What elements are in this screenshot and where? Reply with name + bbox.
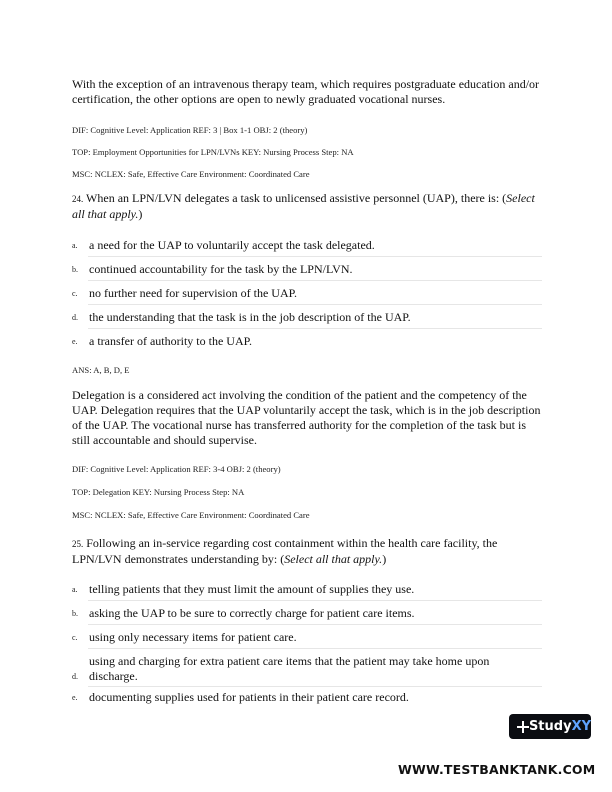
option-letter: e. (72, 337, 78, 346)
option-text: telling patients that they must limit the amount of supplies they use. (89, 582, 415, 596)
option-text: documenting supplies used for patients in their patient care record. (89, 690, 409, 704)
answer-line-24: ANS: A, B, D, E (72, 365, 130, 375)
top-line-2: TOP: Delegation KEY: Nursing Process Step: NA (72, 487, 245, 497)
divider (88, 280, 542, 281)
option-letter: d. (72, 672, 78, 681)
question-25-close: ) (382, 552, 387, 566)
question-25-number: 25. (72, 539, 84, 549)
question-24-close: ) (138, 207, 143, 221)
divider (88, 256, 542, 257)
rationale-24: Delegation is a considered act involving the condition of the patient and the competency of the UAP. Delegation requires that the UAP voluntarily accept the task, which is in the job description of the UAP. The vocational nurse has transferred authority for the completion of the task but is still accountable and should supervise. (72, 388, 541, 447)
question-25-stem (72, 536, 542, 567)
top-line-1: TOP: Employment Opportunities for LPN/LVNs KEY: Nursing Process Step: NA (72, 147, 354, 157)
divider (88, 304, 542, 305)
option-text: a need for the UAP to voluntarily accept the task delegated. (89, 238, 375, 252)
option-letter: b. (72, 609, 78, 618)
option-text: a transfer of authority to the UAP. (89, 334, 252, 348)
dif-line-1: DIF: Cognitive Level: Application REF: 3 | Box 1-1 OBJ: 2 (theory) (72, 125, 308, 135)
dif-line-2: DIF: Cognitive Level: Application REF: 3-4 OBJ: 2 (theory) (72, 464, 281, 474)
divider (88, 648, 542, 649)
option-letter: b. (72, 265, 78, 274)
divider (88, 328, 542, 329)
msc-line-1: MSC: NCLEX: Safe, Effective Care Environment: Coordinated Care (72, 169, 310, 179)
option-letter: d. (72, 313, 78, 322)
badge-suffix: XY (571, 719, 591, 734)
question-24-number: 24. (72, 194, 84, 204)
question-24-select-note: Select all that apply. (72, 191, 535, 221)
question-25-text: Following an in-service regarding cost containment within the health care facility, the LPN/LVN demonstrates understanding by: ( (72, 536, 498, 566)
option-text: asking the UAP to be sure to correctly charge for patient care items. (89, 606, 415, 620)
badge-prefix: Study (528, 719, 572, 734)
option-text: continued accountability for the task by the LPN/LVN. (89, 262, 353, 276)
divider (88, 686, 542, 687)
option-letter: a. (72, 241, 78, 250)
footer-site-link[interactable]: WWW.TESTBANKTANK.COM (398, 762, 596, 777)
q25-option-d (72, 654, 540, 684)
msc-line-2: MSC: NCLEX: Safe, Effective Care Environment: Coordinated Care (72, 510, 310, 520)
question-25-select-note: Select all that apply. (284, 552, 383, 566)
studyxy-badge[interactable] (509, 714, 591, 739)
question-24-text: When an LPN/LVN delegates a task to unlicensed assistive personnel (UAP), there is: ( (86, 191, 507, 205)
option-letter: e. (72, 693, 78, 702)
intro-paragraph: With the exception of an intravenous therapy team, which requires postgraduate education and/or certification, the other options are open to newly graduated vocational nurses. (72, 77, 540, 106)
option-letter: c. (72, 289, 78, 298)
divider (88, 600, 542, 601)
option-letter: c. (72, 633, 78, 642)
divider (88, 624, 542, 625)
option-text: using and charging for extra patient care items that the patient may take home upon discharge. (89, 654, 490, 683)
option-text: using only necessary items for patient care. (89, 630, 297, 644)
option-letter: a. (72, 585, 78, 594)
question-24-stem (72, 191, 542, 222)
option-text: no further need for supervision of the UAP. (89, 286, 297, 300)
option-text: the understanding that the task is in the job description of the UAP. (89, 310, 411, 324)
plus-icon (517, 721, 522, 733)
